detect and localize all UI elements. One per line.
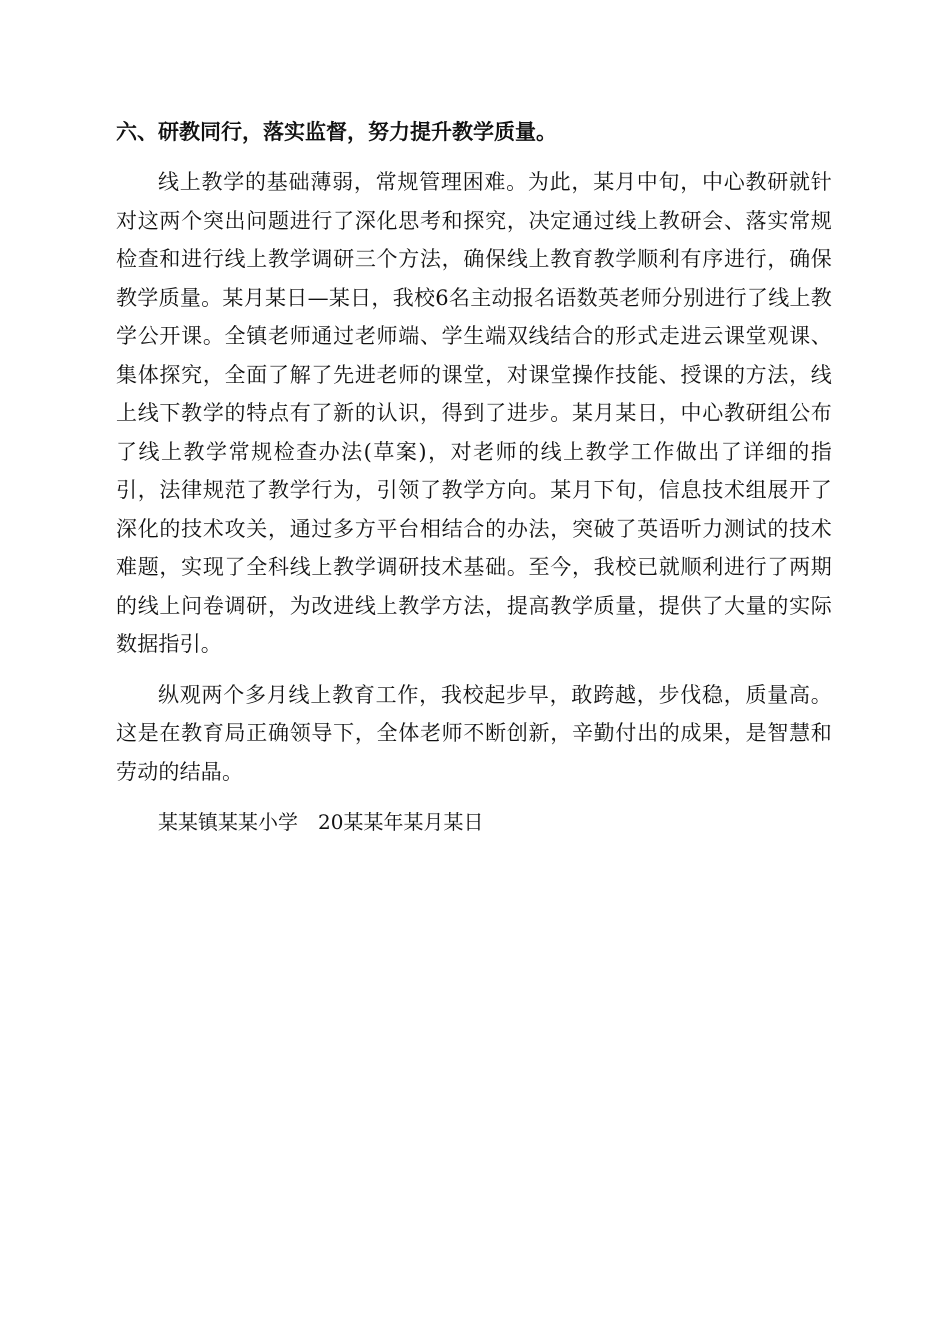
document-page [116, 113, 832, 841]
section-heading: 六、研教同行，落实监督，努力提升教学质量。 [116, 119, 557, 144]
body-paragraph-summary: 纵观两个多月线上教育工作，我校起步早，敢跨越，步伐稳，质量高。这是在教育局正确领导下，全体老师不断创新，辛勤付出的成果，是智慧和劳动的结晶。 [116, 682, 832, 784]
signature-line: 某某镇某某小学 20某某年某月某日 [158, 810, 484, 834]
body-paragraph-teaching-research: 线上教学的基础薄弱，常规管理困难。为此，某月中旬，中心教研就针对这两个突出问题进行了深化思考和探究，决定通过线上教研会、落实常规检查和进行线上教学调研三个方法，确保线上教育教学顺利有序进行，确保教学质量。某月某日—某日，我校6名主动报名语数英老师分别进行了线上教学公开课。全镇老师通过老师端、学生端双线结合的形式走进云课堂观课、集体探究，全面了解了先进老师的课堂，对课堂操作技能、授课的方法，线上线下教学的特点有了新的认识，得到了进步。某月某日，中心教研组公布了线上教学常规检查办法(草案)，对老师的线上教学工作做出了详细的指引，法律规范了教学行为，引领了教学方向。某月下旬，信息技术组展开了深化的技术攻关，通过多方平台相结合的办法，突破了英语听力测试的技术难题，实现了全科线上教学调研技术基础。至今，我校已就顺利进行了两期的线上问卷调研，为改进线上教学方法，提高教学质量，提供了大量的实际数据指引。 [116, 170, 832, 656]
